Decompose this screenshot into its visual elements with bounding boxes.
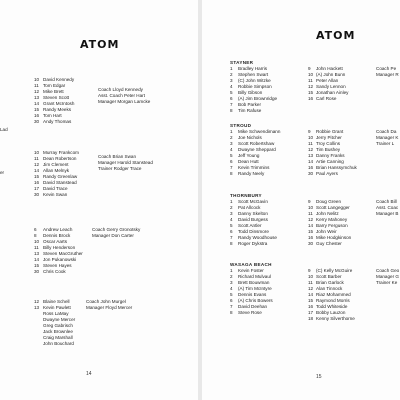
staff-member: Manager G xyxy=(376,274,399,279)
staff-member: Coach John Murgel xyxy=(86,299,126,304)
player-name: Steve Rose xyxy=(238,310,262,315)
jersey-number: 5 xyxy=(230,223,233,228)
player-row xyxy=(34,119,74,125)
team-name: STAYNER xyxy=(230,60,254,65)
jersey-number: 6 xyxy=(230,96,233,101)
player-name: David Kennedy xyxy=(43,77,75,82)
player-name: Dean Hutt xyxy=(238,159,259,164)
player-name: Peter Allan xyxy=(316,78,339,83)
player-name: Tom Hart xyxy=(43,113,62,118)
player-name: Randy Neely xyxy=(238,171,265,176)
player-name: Scott Langegger xyxy=(316,205,350,210)
jersey-number: 15 xyxy=(34,174,40,179)
player-name: (A) Jim Brownridge xyxy=(238,96,278,101)
player-name: Barry Ferguson xyxy=(316,223,348,228)
team-staff xyxy=(98,87,150,105)
player-name: Randy Meeks xyxy=(43,107,72,112)
jersey-number: 14 xyxy=(34,101,40,106)
jersey-number: 10 xyxy=(34,239,40,244)
player-name: Robbie Simpson xyxy=(238,84,272,89)
right-page xyxy=(202,0,400,400)
player-name: Brian Garlock xyxy=(316,280,344,285)
player-name: Andy Thomas xyxy=(43,119,72,124)
roster-column xyxy=(308,268,355,322)
jersey-number: 9 xyxy=(308,199,311,204)
player-name: Scott McGavin xyxy=(238,199,268,204)
staff-member: Manager R xyxy=(376,72,399,77)
jersey-number: 8 xyxy=(230,108,233,113)
player-name: Billy Henderson xyxy=(43,245,76,250)
player-name: Steven Scott xyxy=(43,95,70,100)
jersey-number: 5 xyxy=(230,90,233,95)
player-name: Tim Bushey xyxy=(316,147,341,152)
staff-member: Coach Geo xyxy=(376,268,400,273)
team-staff xyxy=(376,199,398,217)
jersey-number: 18 xyxy=(308,316,314,321)
jersey-number: 13 xyxy=(34,305,40,310)
team-roster xyxy=(34,150,79,198)
jersey-number: 15 xyxy=(34,107,40,112)
jersey-number: 3 xyxy=(230,78,233,83)
staff-member: Trainer Rodger Trace xyxy=(98,166,142,171)
jersey-number: 16 xyxy=(34,180,40,185)
player-name: Kevin Swan xyxy=(43,192,68,197)
jersey-number: 5 xyxy=(230,292,233,297)
jersey-number: 16 xyxy=(34,113,40,118)
player-name: Todd Whiteside xyxy=(316,304,348,309)
jersey-number: 30 xyxy=(34,192,40,197)
player-name: John Weir xyxy=(316,229,337,234)
player-name: David Stanstead xyxy=(43,180,77,185)
page-number: 14 xyxy=(86,371,92,377)
jersey-number: 15 xyxy=(308,90,314,95)
team-section xyxy=(230,123,399,176)
player-name: Randy Greenlaw xyxy=(43,174,78,179)
player-name: Kevin Foster xyxy=(238,268,264,273)
jersey-number: 30 xyxy=(308,241,314,246)
player-name: Jim Clement xyxy=(43,162,69,167)
player-name: Jerry Pitcher xyxy=(316,135,342,140)
page-title: ATOM xyxy=(316,29,356,42)
jersey-number: 14 xyxy=(34,168,40,173)
player-name: Kerry Mahoney xyxy=(316,217,348,222)
staff-member: Coach Brian Swan xyxy=(98,154,137,159)
jersey-number: 4 xyxy=(230,84,233,89)
team-staff xyxy=(376,66,399,78)
staff-member: Coach Da xyxy=(376,129,397,134)
jersey-number: 2 xyxy=(230,274,233,279)
jersey-number: 30 xyxy=(34,269,40,274)
roster-column xyxy=(230,268,273,316)
jersey-number: 4 xyxy=(230,147,233,152)
player-name: Steven MacGruther xyxy=(43,251,83,256)
player-name: Joe Nichols xyxy=(238,135,262,140)
jersey-number: 16 xyxy=(308,235,314,240)
team-section xyxy=(230,193,399,246)
player-name: Alan Tinnock xyxy=(316,286,343,291)
jersey-number: 7 xyxy=(230,102,233,107)
jersey-number: 14 xyxy=(308,292,314,297)
player-row xyxy=(308,241,351,247)
jersey-number: 1 xyxy=(230,268,233,273)
player-row xyxy=(308,171,357,177)
staff-member: Trainer L xyxy=(376,141,395,146)
player-name: Dwayne Sheppard xyxy=(238,147,276,152)
jersey-number: 2 xyxy=(230,72,233,77)
player-name: Steven Hayes xyxy=(43,263,72,268)
team-name: WASAGA BEACH xyxy=(230,262,272,267)
player-name: Scott Barber xyxy=(316,274,342,279)
jersey-number: 2 xyxy=(230,205,233,210)
jersey-number: 30 xyxy=(308,171,314,176)
player-name: Tom Edgar xyxy=(43,83,66,88)
jersey-number: 11 xyxy=(308,211,313,216)
jersey-number: 12 xyxy=(34,299,40,304)
player-name: Guy Chester xyxy=(316,241,342,246)
player-name: Grant McIntosh xyxy=(43,101,75,106)
jersey-number: 10 xyxy=(308,274,314,279)
player-name: Mike Brett xyxy=(43,89,64,94)
player-name: Allan Melnyk xyxy=(43,168,70,173)
jersey-number: 11 xyxy=(308,78,313,83)
roster-column xyxy=(308,129,357,177)
page-title: ATOM xyxy=(80,38,120,51)
player-name: Todd Dinsmore xyxy=(238,229,269,234)
player-name: David Deehan xyxy=(238,304,268,309)
player-name: Andrew Leach xyxy=(43,227,73,232)
player-name: Jon Pukanowski xyxy=(43,257,77,262)
jersey-number: 17 xyxy=(34,186,40,191)
jersey-number: 10 xyxy=(34,150,40,155)
player-name: Carl Rose xyxy=(316,96,337,101)
jersey-number: 15 xyxy=(308,229,314,234)
jersey-number: 6 xyxy=(230,159,233,164)
player-row xyxy=(34,341,75,347)
jersey-number: 10 xyxy=(308,205,314,210)
cut-off-text: Lad xyxy=(0,127,8,132)
team-section xyxy=(230,262,400,321)
player-name: Pat Allcock xyxy=(238,205,261,210)
team-roster xyxy=(34,299,75,347)
player-name: (A) Chris Bowers xyxy=(238,298,273,303)
player-row xyxy=(308,96,348,102)
player-row xyxy=(230,171,280,177)
player-name: John Bouchard xyxy=(43,341,74,346)
jersey-number: 10 xyxy=(34,77,40,82)
player-name: Jack Brownlee xyxy=(43,329,73,334)
player-name: Bobby Lauzon xyxy=(316,310,346,315)
jersey-number: 15 xyxy=(34,263,40,268)
player-name: Bradley Harris xyxy=(238,66,268,71)
jersey-number: 8 xyxy=(34,233,37,238)
player-name: Brian Hanssymchuk xyxy=(316,165,357,170)
player-name: Kenny Silverthorne xyxy=(316,316,355,321)
jersey-number: 12 xyxy=(34,89,40,94)
staff-member: Coach Pe xyxy=(376,66,397,71)
player-name: Scott Robertshaw xyxy=(238,141,275,146)
jersey-number: 1 xyxy=(230,129,233,134)
player-name: Troy Collins xyxy=(316,141,341,146)
jersey-number: 10 xyxy=(308,135,314,140)
roster-column xyxy=(230,66,277,114)
cut-off-text: er xyxy=(0,170,5,175)
player-name: Jeff Young xyxy=(238,153,260,158)
player-name: Murray Frankcom xyxy=(43,150,79,155)
player-row xyxy=(230,310,273,316)
jersey-number: 7 xyxy=(230,304,233,309)
staff-member: Manager Harold Stanstead xyxy=(98,160,153,165)
jersey-number: 30 xyxy=(34,119,40,124)
jersey-number: 8 xyxy=(230,171,233,176)
player-name: Doug Green xyxy=(316,199,342,204)
team-roster xyxy=(34,77,74,125)
player-row xyxy=(308,316,355,322)
staff-member: Coach Bill xyxy=(376,199,397,204)
roster-column xyxy=(230,129,280,177)
staff-member: Manager B xyxy=(376,211,399,216)
team-name: THORNBURY xyxy=(230,193,262,198)
jersey-number: 6 xyxy=(230,229,233,234)
jersey-number: 11 xyxy=(34,245,39,250)
player-name: Mike Hodgkinson xyxy=(316,235,352,240)
jersey-number: 1 xyxy=(230,199,233,204)
player-name: Dwayne Mercer xyxy=(43,317,76,322)
left-page xyxy=(0,0,198,400)
player-name: (A) John Bunn xyxy=(316,72,346,77)
player-row xyxy=(34,192,79,198)
team-staff xyxy=(376,268,399,286)
jersey-number: 16 xyxy=(308,165,314,170)
jersey-number: 8 xyxy=(230,241,233,246)
jersey-number: 3 xyxy=(230,141,233,146)
player-name: Sandy Lennon xyxy=(316,84,346,89)
player-name: Danny Skelton xyxy=(238,211,268,216)
jersey-number: 2 xyxy=(230,135,233,140)
jersey-number: 7 xyxy=(230,235,233,240)
jersey-number: 3 xyxy=(230,280,233,285)
staff-member: Manager Don Carter xyxy=(92,233,134,238)
player-name: Dennis Evans xyxy=(238,292,267,297)
roster-column xyxy=(308,199,351,247)
player-name: Stephen Swart xyxy=(238,72,269,77)
jersey-number: 13 xyxy=(34,251,40,256)
team-staff xyxy=(376,129,398,147)
team-roster xyxy=(34,227,83,275)
jersey-number: 14 xyxy=(308,159,314,164)
player-row xyxy=(230,108,277,114)
player-name: Greg Gabrisch xyxy=(43,323,73,328)
player-name: (C) John Witzke xyxy=(238,78,271,83)
jersey-number: 12 xyxy=(308,84,314,89)
jersey-number: 14 xyxy=(308,223,314,228)
player-name: Dennis Brock xyxy=(43,233,71,238)
player-name: Kevin Pawlett xyxy=(43,305,71,310)
roster-column xyxy=(230,199,277,247)
player-name: John Hackett xyxy=(316,66,343,71)
player-name: Tim Rafuse xyxy=(238,108,262,113)
team-section xyxy=(230,60,399,113)
jersey-number xyxy=(34,341,43,347)
staff-member: Coach Lloyd Kennedy xyxy=(98,87,143,92)
player-name: Chris Cook xyxy=(43,269,66,274)
staff-member: Manager K xyxy=(376,135,399,140)
player-name: Brett Bouwman xyxy=(238,280,270,285)
player-name: Randy Woodhouse xyxy=(238,235,277,240)
player-name: Bob Parker xyxy=(238,102,261,107)
staff-member: Asst. Coac xyxy=(376,205,399,210)
player-name: Paul Ayers xyxy=(316,171,338,176)
team-staff xyxy=(98,154,153,172)
player-name: Roger Dykstra xyxy=(238,241,268,246)
page-number: 15 xyxy=(316,374,322,380)
jersey-number: 15 xyxy=(308,298,314,303)
player-name: Richard Mulvaul xyxy=(238,274,271,279)
jersey-number: 5 xyxy=(230,153,233,158)
jersey-number: 11 xyxy=(34,83,39,88)
team-staff xyxy=(92,227,140,239)
jersey-number: 11 xyxy=(308,141,313,146)
player-name: Danny Franks xyxy=(316,153,345,158)
jersey-number: 13 xyxy=(34,95,40,100)
jersey-number: 6 xyxy=(230,298,233,303)
player-name: Dean Robertson xyxy=(43,156,77,161)
player-name: John Nelitz xyxy=(316,211,339,216)
jersey-number: 9 xyxy=(308,268,311,273)
jersey-number: 7 xyxy=(230,165,233,170)
jersey-number: 12 xyxy=(308,286,314,291)
player-name: Kevin Trimmins xyxy=(238,165,270,170)
jersey-number: 4 xyxy=(230,286,233,291)
player-row xyxy=(230,241,277,247)
player-name: Craig Marshall xyxy=(43,335,73,340)
jersey-number: 13 xyxy=(308,153,314,158)
staff-member: Manager Floyd Mercer xyxy=(86,305,133,310)
player-row xyxy=(34,269,83,275)
jersey-number: 12 xyxy=(308,147,314,152)
player-name: David Burgess xyxy=(238,217,268,222)
player-name: Raymond Morris xyxy=(316,298,350,303)
roster-column xyxy=(308,66,348,102)
jersey-number: 3 xyxy=(230,211,233,216)
player-name: Scott Antler xyxy=(238,223,262,228)
staff-member: Coach Gerry Gronotsky xyxy=(92,227,141,232)
jersey-number: 9 xyxy=(308,129,311,134)
jersey-number: 11 xyxy=(34,156,39,161)
staff-member: Asst. Coach Peter Hart xyxy=(98,93,145,98)
player-name: Ross LaMay xyxy=(43,311,69,316)
staff-member: Trainer Ke xyxy=(376,280,398,285)
jersey-number: 9 xyxy=(308,66,311,71)
jersey-number: 14 xyxy=(34,257,40,262)
player-name: Blaine Schell xyxy=(43,299,70,304)
player-name: Jonathan Ainley xyxy=(316,90,349,95)
player-name: David Trace xyxy=(43,186,68,191)
jersey-number: 17 xyxy=(308,310,314,315)
staff-member: Manager Morgan Lamcke xyxy=(98,99,151,104)
player-name: Billy Gibson xyxy=(238,90,263,95)
player-name: (A) Tim McIntyre xyxy=(238,286,272,291)
player-name: Mike Schwendimann xyxy=(238,129,281,134)
player-name: (C) Kelly McGuire xyxy=(316,268,353,273)
jersey-number: 6 xyxy=(34,227,37,232)
player-name: Robbie Grant xyxy=(316,129,344,134)
player-name: Riaz Mohammed xyxy=(316,292,351,297)
jersey-number: 1 xyxy=(230,66,233,71)
player-name: Oscar Aarts xyxy=(43,239,67,244)
player-name: Artie Canning xyxy=(316,159,344,164)
team-name: STROUD xyxy=(230,123,252,128)
jersey-number: 12 xyxy=(308,217,314,222)
jersey-number: 8 xyxy=(230,310,233,315)
jersey-number: 12 xyxy=(34,162,40,167)
jersey-number: 11 xyxy=(308,280,313,285)
jersey-number: 4 xyxy=(230,217,233,222)
jersey-number: 16 xyxy=(308,304,314,309)
jersey-number: 10 xyxy=(308,72,314,77)
team-staff xyxy=(86,299,132,311)
jersey-number: 16 xyxy=(308,96,314,101)
